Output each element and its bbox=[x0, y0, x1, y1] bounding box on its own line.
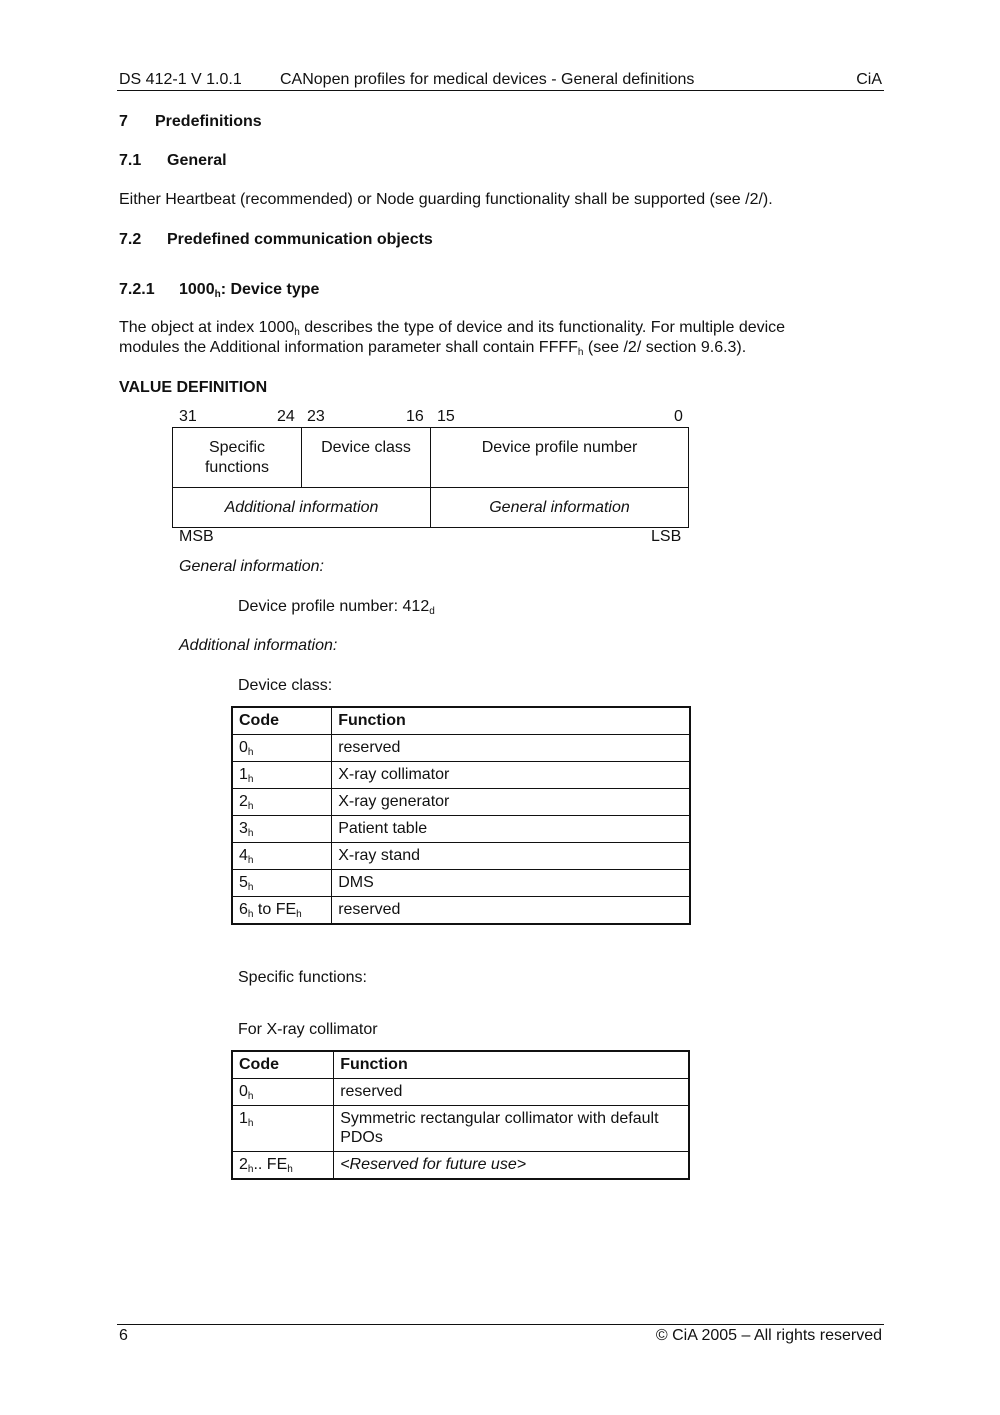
function-cell: Patient table bbox=[332, 816, 690, 843]
code-cell: $1_h$ bbox=[232, 1106, 334, 1152]
field-device-profile-number: Device profile number bbox=[481, 439, 638, 456]
footer-rule bbox=[117, 1324, 884, 1325]
table-row bbox=[232, 789, 690, 816]
section-7-2-1-number: 7.2.1 bbox=[119, 281, 155, 298]
table-row bbox=[232, 762, 690, 789]
section-7-2-number: 7.2 bbox=[119, 231, 142, 248]
bit-label-31: 31 bbox=[179, 408, 197, 425]
table-header-row bbox=[232, 707, 690, 735]
column-header-function: Function bbox=[334, 1051, 689, 1079]
section-7-title: Predefinitions bbox=[155, 113, 262, 130]
header-rule bbox=[117, 90, 884, 91]
header-doc-id: DS 412-1 V 1.0.1 bbox=[119, 71, 242, 88]
function-cell: DMS bbox=[332, 870, 690, 897]
section-7-1-number: 7.1 bbox=[119, 152, 142, 169]
function-cell: Symmetric rectangular collimator with default PDOs bbox=[334, 1106, 689, 1152]
code-cell: $1_h$ bbox=[232, 762, 332, 789]
code-cell: $6_h$ to $FE_h$ bbox=[232, 897, 332, 925]
field-general-information: General information bbox=[489, 499, 630, 516]
function-cell: X-ray generator bbox=[332, 789, 690, 816]
bit-label-15: 15 bbox=[437, 408, 455, 425]
page-number: 6 bbox=[119, 1327, 128, 1344]
function-cell: reserved bbox=[332, 897, 690, 925]
additional-information-label: Additional information: bbox=[179, 637, 338, 654]
table-row bbox=[232, 735, 690, 762]
device-type-paragraph-line-1: The object at index $1000_h$ describes the type of device and its functionality. For multiple device bbox=[119, 319, 786, 338]
device-type-paragraph-line-2: modules the Additional information parameter shall contain $FFFF_h$ (see /2/ section 9.6.3). bbox=[119, 339, 747, 358]
function-cell: X-ray stand bbox=[332, 843, 690, 870]
for-x-ray-collimator-label: For X-ray collimator bbox=[238, 1021, 378, 1038]
section-7-1-title: General bbox=[167, 152, 227, 169]
function-cell: X-ray collimator bbox=[332, 762, 690, 789]
code-cell: $4_h$ bbox=[232, 843, 332, 870]
lsb-label: LSB bbox=[651, 528, 682, 545]
device-class-table bbox=[231, 706, 691, 925]
section-7-2-title: Predefined communication objects bbox=[167, 231, 433, 248]
table-header-row bbox=[232, 1051, 689, 1079]
function-cell: <Reserved for future use> bbox=[334, 1152, 689, 1180]
column-header-code: Code bbox=[232, 1051, 334, 1079]
code-cell: $5_h$ bbox=[232, 870, 332, 897]
table-row bbox=[232, 1152, 689, 1180]
code-cell: $0_h$ bbox=[232, 1079, 334, 1106]
bit-label-23: 23 bbox=[307, 408, 325, 425]
function-cell: reserved bbox=[332, 735, 690, 762]
section-7-1-text: Either Heartbeat (recommended) or Node guarding functionality shall be supported (see /2/). bbox=[119, 191, 773, 208]
field-specific-functions: Specific functions bbox=[204, 439, 270, 476]
table-row bbox=[232, 1106, 689, 1152]
msb-label: MSB bbox=[179, 528, 214, 545]
table-row bbox=[232, 1079, 689, 1106]
field-additional-information: Additional information bbox=[224, 499, 379, 516]
table-row bbox=[232, 870, 690, 897]
column-header-code: Code bbox=[232, 707, 332, 735]
function-cell: reserved bbox=[334, 1079, 689, 1106]
bit-label-24: 24 bbox=[277, 408, 295, 425]
copyright: © CiA 2005 – All rights reserved bbox=[655, 1327, 882, 1344]
field-device-class: Device class bbox=[321, 439, 411, 456]
section-7-number: 7 bbox=[119, 113, 128, 130]
column-header-function: Function bbox=[332, 707, 690, 735]
table-row bbox=[232, 816, 690, 843]
bit-label-0: 0 bbox=[674, 408, 683, 425]
specific-functions-label: Specific functions: bbox=[238, 969, 367, 986]
section-7-2-1-title: $1000_h$: Device type bbox=[179, 281, 320, 300]
code-cell: $3_h$ bbox=[232, 816, 332, 843]
code-cell: $2_h$.. $FE_h$ bbox=[232, 1152, 334, 1180]
code-cell: $2_h$ bbox=[232, 789, 332, 816]
bit-label-16: 16 bbox=[406, 408, 424, 425]
table-row bbox=[232, 843, 690, 870]
code-cell: $0_h$ bbox=[232, 735, 332, 762]
general-information-label: General information: bbox=[179, 558, 324, 575]
table-row bbox=[232, 897, 690, 925]
header-title: CANopen profiles for medical devices - General definitions bbox=[280, 71, 695, 88]
device-class-label: Device class: bbox=[238, 677, 333, 694]
value-definition-heading: VALUE DEFINITION bbox=[119, 379, 268, 396]
collimator-table bbox=[231, 1050, 690, 1180]
header-org: CiA bbox=[856, 71, 882, 88]
device-profile-number-value: Device profile number: $412_d$ bbox=[238, 598, 435, 617]
